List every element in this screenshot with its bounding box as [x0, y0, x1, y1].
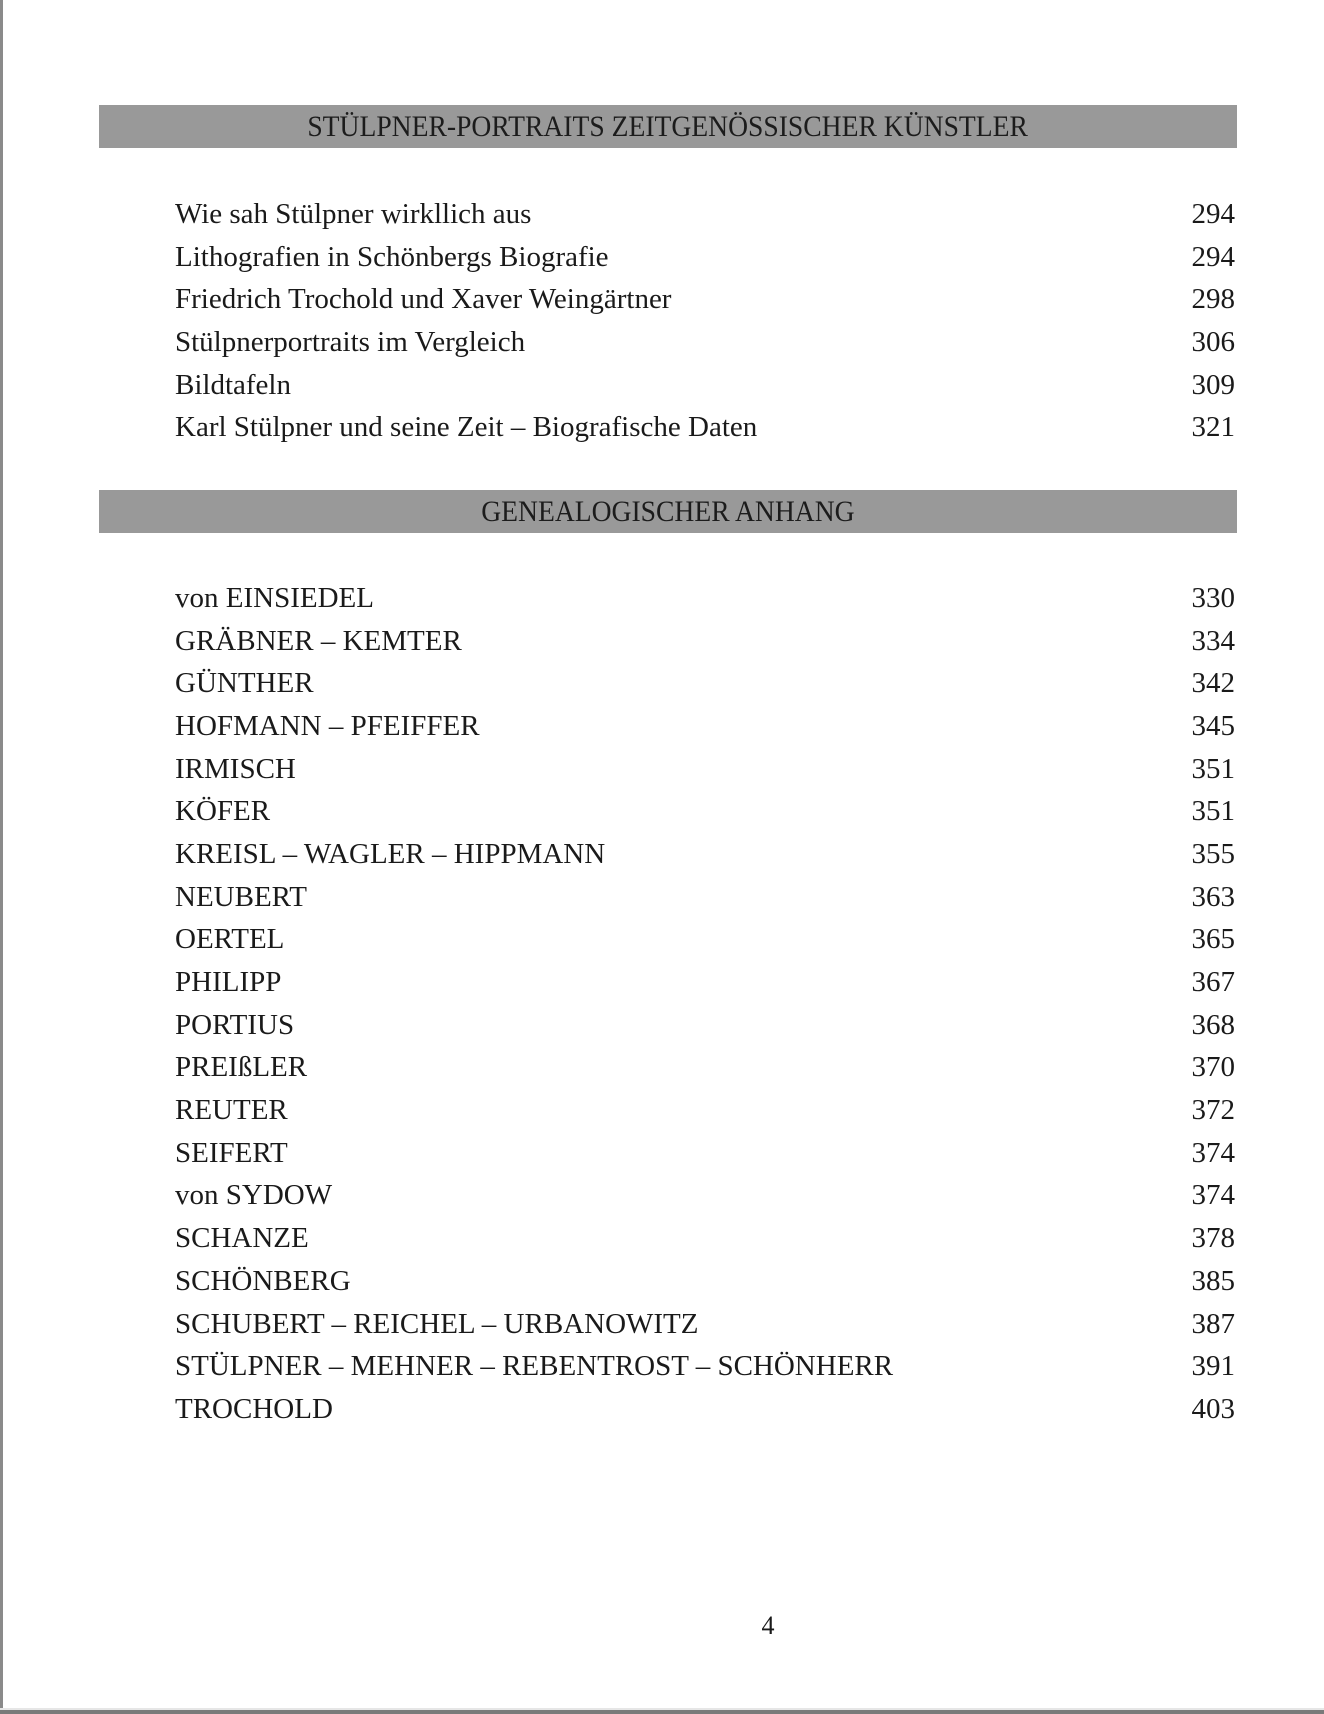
page-bottom-border [0, 1710, 1324, 1714]
toc-entry-title: Lithografien in Schönbergs Biografie [175, 240, 609, 273]
toc-entry[interactable] [175, 620, 1235, 663]
toc-entry[interactable] [175, 1047, 1235, 1090]
toc-entry-title: PREIßLER [175, 1051, 308, 1084]
toc-entry-title: Bildtafeln [175, 368, 291, 401]
toc-entry-title: STÜLPNER – MEHNER – REBENTROST – SCHÖNHERR [175, 1350, 894, 1383]
toc-entry[interactable] [175, 236, 1235, 279]
toc-entry-page: 351 [1191, 795, 1235, 828]
toc-entry-title: von SYDOW [175, 1179, 333, 1212]
toc-entry[interactable] [175, 193, 1235, 236]
toc-entry-title: KÖFER [175, 795, 271, 828]
toc-entry-title: KREISL – WAGLER – HIPPMANN [175, 837, 606, 870]
toc-entry-title: HOFMANN – PFEIFFER [175, 709, 480, 742]
toc-entry-page: 355 [1191, 837, 1235, 870]
toc-entry-page: 342 [1191, 667, 1235, 700]
toc-entry-page: 372 [1191, 1094, 1235, 1127]
toc-entry-title: PORTIUS [175, 1008, 295, 1041]
toc-entry-page: 294 [1191, 240, 1235, 273]
toc-entry-page: 330 [1191, 581, 1235, 614]
toc-entry-title: IRMISCH [175, 752, 296, 785]
toc-entry-page: 321 [1191, 411, 1235, 444]
toc-entry[interactable] [175, 833, 1235, 876]
toc-entry-title: TROCHOLD [175, 1392, 333, 1425]
toc-entry-page: 298 [1191, 283, 1235, 316]
page-number: 4 [761, 1611, 775, 1640]
toc-entry[interactable] [175, 662, 1235, 705]
toc-entry-title: Karl Stülpner und seine Zeit – Biografische Daten [175, 411, 758, 444]
toc-entry[interactable] [175, 705, 1235, 748]
toc-entry[interactable] [175, 406, 1235, 449]
toc-list-genealogy [175, 577, 1235, 1431]
toc-entry-page: 334 [1191, 624, 1235, 657]
toc-entry[interactable] [175, 1303, 1235, 1346]
toc-entry-page: 351 [1191, 752, 1235, 785]
toc-entry[interactable] [175, 364, 1235, 407]
toc-entry-title: PHILIPP [175, 966, 282, 999]
toc-list-portraits [175, 193, 1235, 449]
toc-entry-page: 309 [1191, 368, 1235, 401]
section-heading-text: GENEALOGISCHER ANHANG [481, 494, 855, 528]
toc-entry[interactable] [175, 919, 1235, 962]
section-heading-genealogy [99, 490, 1237, 533]
toc-entry-title: SCHANZE [175, 1222, 309, 1255]
toc-entry-page: 387 [1191, 1307, 1235, 1340]
toc-entry-page: 378 [1191, 1222, 1235, 1255]
toc-entry-page: 385 [1191, 1264, 1235, 1297]
toc-entry-title: NEUBERT [175, 880, 307, 913]
toc-entry[interactable] [175, 961, 1235, 1004]
toc-entry[interactable] [175, 1132, 1235, 1175]
toc-entry[interactable] [175, 1260, 1235, 1303]
toc-entry-page: 294 [1191, 197, 1235, 230]
toc-entry-title: OERTEL [175, 923, 285, 956]
page-left-border [0, 0, 3, 1714]
toc-entry-title: Wie sah Stülpner wirkllich aus [175, 197, 532, 230]
toc-entry[interactable] [175, 790, 1235, 833]
toc-entry-page: 403 [1191, 1392, 1235, 1425]
toc-entry-title: Stülpnerportraits im Vergleich [175, 325, 526, 358]
toc-entry-page: 374 [1191, 1179, 1235, 1212]
toc-entry[interactable] [175, 748, 1235, 791]
toc-entry-title: von EINSIEDEL [175, 581, 374, 614]
toc-entry-page: 363 [1191, 880, 1235, 913]
toc-entry-page: 391 [1191, 1350, 1235, 1383]
toc-entry[interactable] [175, 1388, 1235, 1431]
toc-entry[interactable] [175, 577, 1235, 620]
toc-entry[interactable] [175, 876, 1235, 919]
toc-entry-title: Friedrich Trochold und Xaver Weingärtner [175, 283, 672, 316]
toc-entry-title: GRÄBNER – KEMTER [175, 624, 462, 657]
toc-entry-title: SEIFERT [175, 1136, 288, 1169]
toc-entry[interactable] [175, 321, 1235, 364]
toc-entry-page: 365 [1191, 923, 1235, 956]
toc-entry[interactable] [175, 1089, 1235, 1132]
toc-entry[interactable] [175, 1004, 1235, 1047]
toc-entry-page: 306 [1191, 325, 1235, 358]
toc-entry-page: 374 [1191, 1136, 1235, 1169]
section-heading-text: STÜLPNER-PORTRAITS ZEITGENÖSSISCHER KÜNSTLER [307, 109, 1029, 143]
toc-entry-page: 368 [1191, 1008, 1235, 1041]
toc-entry-title: GÜNTHER [175, 667, 314, 700]
toc-entry[interactable] [175, 1345, 1235, 1388]
toc-entry-title: REUTER [175, 1094, 288, 1127]
toc-entry[interactable] [175, 1175, 1235, 1218]
toc-entry-page: 345 [1191, 709, 1235, 742]
toc-entry[interactable] [175, 1217, 1235, 1260]
toc-entry-title: SCHUBERT – REICHEL – URBANOWITZ [175, 1307, 699, 1340]
toc-entry-page: 370 [1191, 1051, 1235, 1084]
section-heading-portraits [99, 105, 1237, 148]
toc-entry[interactable] [175, 278, 1235, 321]
toc-entry-page: 367 [1191, 966, 1235, 999]
toc-entry-title: SCHÖNBERG [175, 1264, 351, 1297]
